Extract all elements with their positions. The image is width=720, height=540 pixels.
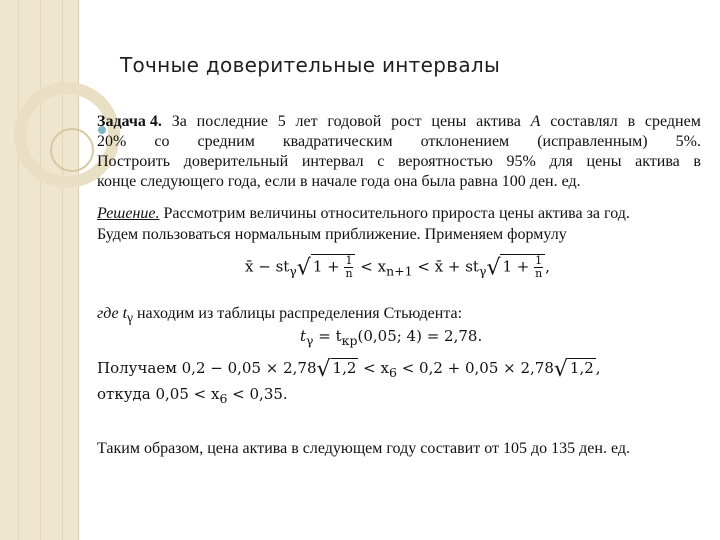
result-formula [97,357,601,382]
word: 5%. [675,133,701,150]
formula-part: где t [97,305,128,322]
sqrt-body: 1,2 [569,359,594,377]
formula-subscript: 6 [219,391,228,406]
problem-line-4: конце следующего года, если в начале года она была равна 100 ден. ед. [97,173,581,190]
solution-text: Рассмотрим величины относительного прироста цены актива за год. [159,205,630,222]
sqrt-body [311,254,356,280]
formula-part: 1 + [502,257,530,276]
word: Построить [97,153,171,170]
formula-part: Получаем 0,2 − 0,05 × 2,78 [97,359,317,377]
t-value-formula [300,327,482,348]
interval-formula [245,254,550,281]
formula-subscript: γ [127,310,133,326]
formula-part: 1 + [312,257,340,276]
word: последние [196,113,268,130]
slide-title: Точные доверительные интервалы [120,53,501,77]
word: 20% [97,133,127,150]
word: среднем [644,113,701,130]
formula-part: < x [355,257,387,276]
sqrt-icon: √ [553,357,568,382]
word: За [171,113,187,130]
word: с [377,153,385,170]
problem-line-1 [97,112,701,132]
fraction-numerator: 1 [535,254,543,267]
solution-line-2: Будем пользоваться нормальным приближение. Применяем формулу [97,226,567,243]
word: в [627,113,636,130]
word: в [693,153,701,170]
solution-label: Решение. [97,205,160,222]
word: отклонением [420,133,510,150]
decorative-ring [50,128,94,172]
word: рост [391,113,422,130]
formula-subscript: γ [306,333,314,348]
solution-line-1 [97,204,630,224]
formula-part: , [595,359,601,377]
word: доверительный [183,153,289,170]
word: составлял [550,113,618,130]
formula-subscript: n+1 [386,263,413,279]
word: лет [295,113,318,130]
conclusion-line: Таким образом, цена актива в следующем году составит от 105 до 135 ден. ед. [97,440,630,457]
panel-stripe [18,0,19,540]
formula-part: находим из таблицы распределения Стьюдента: [132,305,463,322]
formula-part: < x̄ + st [412,257,479,276]
whence-formula [97,385,288,406]
sqrt-icon: √ [296,255,311,281]
problem-line-3 [97,152,701,172]
sqrt-body [500,254,545,280]
formula-subscript: γ [289,263,297,279]
problem-label: Задача 4. [97,113,162,130]
word: актива [635,153,680,170]
formula-subscript: 6 [388,365,397,380]
student-table-line [97,305,462,326]
formula-part: < x [358,359,389,377]
fraction-denominator: n [535,267,543,280]
formula-part: , [545,257,550,276]
word: годовой [327,113,382,130]
word: интервал [301,153,364,170]
word: 5 [277,113,286,130]
word: 95% [506,153,536,170]
panel-stripe [62,0,63,540]
formula-part: < 0,2 + 0,05 × 2,78 [396,359,554,377]
sqrt-icon: √ [486,255,501,281]
formula-subscript: кр [341,333,358,348]
fraction-numerator: 1 [345,254,353,267]
fraction [534,255,543,280]
formula-subscript: γ [478,263,487,279]
word: со [154,133,170,150]
decorative-side-panel [0,0,79,540]
formula-part: = t [313,327,342,345]
sqrt-icon: √ [316,357,331,382]
word: для [549,153,573,170]
word: цены [586,153,622,170]
word: средним [197,133,255,150]
formula-part: x̄ − st [245,257,290,276]
formula-part: откуда 0,05 < x [97,385,220,403]
formula-part: t [300,327,307,345]
formula-part: (0,05; 4) = 2,78. [357,327,483,345]
formula-part: < 0,35. [227,385,288,403]
word: квадратическим [282,133,393,150]
word: (исправленным) [537,133,648,150]
panel-stripe [40,0,41,540]
fraction-denominator: n [345,267,353,280]
word: вероятностью [397,153,493,170]
sqrt-body: 1,2 [332,359,357,377]
word: цены [431,113,467,130]
word: актива [476,113,521,130]
word: А [530,113,541,130]
problem-line-2 [97,132,701,152]
fraction [344,255,353,280]
